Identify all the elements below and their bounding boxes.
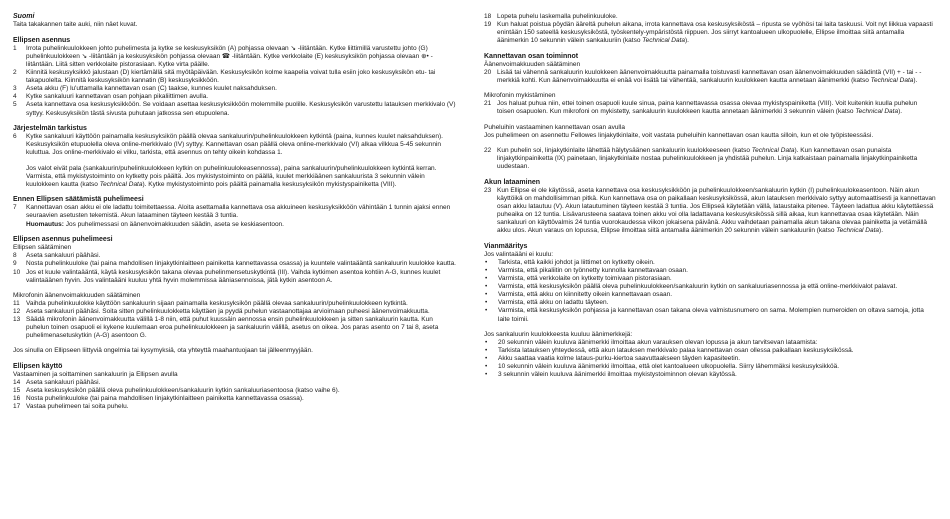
list-item: 21 Jos haluat puhua niin, ettei toinen osapuoli kuule sinua, paina kannettavassa osassa olevaa mykistyspainiketta (VIII). Voit kuitenkin kuulla puhelun toisen osapuolen. Kun mikrofoni on mykistetty, sankaluurin kuulokkeen kautta annetaan äänimerkki 3 sekunnin välein (katso Technical Data). (484, 100, 918, 116)
section-heading-usage: Ellipsen käyttö (13, 362, 63, 370)
bullet-item: • Varmista, että akku on kiinnitetty oikein kannettavaan osaan. (485, 291, 673, 299)
bullet-item: • 10 sekunnin välein kuuluva äänimerkki ilmoittaa, että olet kantoalueen ulkopuolella. Siirry lähemmäksi keskusyksikköä. (485, 362, 840, 370)
list-item: 8 Aseta sankaluuri päähäsi. (13, 252, 101, 260)
item-number: 4 (13, 93, 17, 101)
item-number: 3 (13, 85, 17, 93)
item-text: Irrota puhelinkuulokkeen johto puhelimesta ja kytke se keskusyksikön (A) pohjassa olevaan ↘ -liitäntään. Kytke liittimillä varustettu johto (G) puhelinkuulokkeen ↘ -liitäntään ja keskusyksikön pohjassa olevaan ☎ -liitäntään. Kytke verkkolaite (E) keskusyksikön pohjassa olevaan ⊕• -liitäntään. Liitä sitten verkkolaite pistorasiaan. Kytke virta päälle. (26, 44, 433, 68)
item-text: Kiinnitä keskusyksikkö jalustaan (D) kiertämällä sitä myötäpäivään. Keskusyksikön kolme kaapelia voivat tulla esiin joko keskusyksikön etu- tai takapuolelta. Kiinnitä keskusyksikön kannatin (B) keskusyksikköön. (26, 69, 436, 85)
left-column (13, 13, 457, 411)
section-heading-handset-functions: Kannettavan osan toiminnot (484, 52, 579, 60)
list-item: 13 Säädä mikrofonin äänenvoimakkuutta välillä 1-8 niin, että puhut kuussäin aennossa ensin puhelinkuulokkeen ja sitten sankaluurin kautta. Kun puhelun toinen osapuoli ei kykene kuulemaan eroa puhelinkuulokkeen ja sankaluurin välillä, asetus on oikea. Jos paras asento on 7 tai 8, aseta puhelimenasetuskytkin (A-G) asentoon G. (13, 316, 439, 340)
intro-text: Taita takakannen taite auki, niin näet kuvat. (13, 21, 138, 29)
list-item: 23 Kun Ellipse ei ole käytössä, aseta kannettava osa keskusyksikköön ja puhelinkuulokkeen/sankaluurin kytkin (I) puhelinkuulokeasentoon. Näin akun käyttöikä on mahdollisimman pitkä. Kun kannettava osa on paikallaan keskusyksikössä, akun latauksen merkkivalo syttyy automaattisesti ja kannettavan osan akku latautuu (V). Akun latautuminen täyteen kestää 3 tuntia. Jos Ellipseä käytetään vällä, lataustaika pitenee. Täyteen ladattua akku käytettäessä puheaika on 12 tuntia. Lisävarusteena saatava toinen akku voi olla ladattavana keskusyksikössä sillä aikaa, kun kannettavaa osaa käytetään. Näin sankaluuri on käyttövalmis 24 tuntia vuorokaudessa viikon jokaisena päivänä. Akku vaihdetaan painamalla akun takana olevaa painiketta ja vetämällä akku ulos. Akun varaus on lopussa, Ellipse ilmoittaa siitä antamalla äänimerkin 20 sekunnin välein sankaluuriin (katso Technical Data). (484, 186, 936, 235)
list-item: 14 Aseta sankaluuri päähäsi. (13, 379, 101, 387)
list-item: 9 Nosta puhelinkuuloke (tai paina mahdollisen linjakytkinlaitteen painiketta kannettavassa osassa) ja kuuntele valintaääntä sankaluurin kuulokke kautta. (13, 260, 456, 268)
list-item: 10 Jos et kuule valintaääntä, käytä keskusyksikön takana olevaa puhelinmensetuskytkintä (III). Vaihda kytkimen asentoa kohtiin A-G, kunnes kuulet valintaäänen hyvin. Jos valintaääni kuuluu yhtä hyvin molemmissa ääniasennoissa, jätä kytkin asentoon A. (13, 268, 441, 284)
bullet-item: • Tarkista latauksen yhteydessä, että akun latauksen merkkivalo palaa kannettavan osan ollessa paikallaan keskusyksikössä. (485, 346, 854, 354)
bullet-item: • Varmista, että keskusyksikön päällä oleva puhelinkuulokkeen/sankaluurin kytkin on sankaluuriasennossa ja että online-merkkivalot palavat. (485, 283, 898, 291)
bullet-item: • 20 sekunnin välein kuuluva äänimerkki ilmoittaa akun varauksen olevan lopussa ja akun tarvitsevan lataamista: (485, 338, 818, 346)
item-text: Aseta akku (F) lu'uttamalla kannettavan osan (C) taakse, kunnes kuulet naksahduksen. (26, 85, 277, 93)
item-text: Kannettavan osan akku ei ole ladattu toimitettaessa. Aloita asettamalla kannettava osa akkuineen keskusyksikköön vähintään 1 tunnin ajaksi ennen seuraavien asetusten tekemistä. Akun lataaminen täyteen kestää 3 tuntia. Huomautus: Jos puhelimessasi on äänenvoimakkuuden säädin, aseta se keskiasentoon. (26, 204, 451, 228)
right-column (484, 13, 936, 379)
section-heading-system-check: Järjestelmän tarkistus (13, 125, 87, 133)
item-number: 2 (13, 69, 17, 77)
list-item (13, 85, 457, 93)
subheading: Äänenvoimakkuuden säätäminen (484, 60, 581, 68)
item-number: 6 (13, 133, 17, 141)
list-item (13, 69, 457, 85)
subheading: Jos valintaääni ei kuulu: (484, 250, 554, 258)
subheading: Mikrofonin mykistäminen (484, 92, 556, 100)
list-item (13, 204, 457, 228)
section-heading-troubleshooting: Vianmääritys (484, 242, 528, 250)
subheading: Jos sankaluurin kuulokkeesta kuuluu äänimerkkejä: (484, 330, 633, 338)
bullet-item: • Tarkista, että kaikki johdot ja liittimet on kytketty oikein. (485, 258, 655, 266)
item-text: Kytke sankaluuri käyttöön painamalla keskusyksikön päällä olevaa sankaluurin/puhelinkuulokkeen kytkintä (paina, kunnes kuulet naksahduksen). Keskusyksikön etupuolella oleva online-merkkivalo (IV) syttyy. Kannettavan osan päällä oleva online-merkkivalo (VI) alkaa vilkkua 5-45 sekunnin kuluttua. Jos online-merkkivalo ei vilku, tarkista, että asennus on tehty oikein kohdassa 1. (26, 133, 443, 157)
bullet-item: • Varmista, että pikaliitin on työnnetty kunnolla kannettavaan osaan. (485, 266, 688, 274)
list-item: 17 Vastaa puhelimeen tai soita puhelu. (13, 403, 129, 411)
list-item: 15 Aseta keskusyksikön päällä oleva puhelinkuulokkeen/sankaluurin kytkin sankaluuriasentoosa (katso vaihe 6). (13, 387, 340, 395)
list-item: 22 Kun puhelin soi, linjakytkinlaite lähettää hälytysäänen sankaluurin kuulokkeeseen (katso Technical Data). Kun kannettavan osan punaista linjakytkinpainiketta (IX) painetaan, linjakytkinlaite nostaa puhelinkuulokkeen ja yhdistää puhelun. Linja katkaistaan painamalla linjakytkinpainiketta uudestaan. (484, 146, 918, 170)
subheading: Vastaaminen ja soittaminen sankaluurin ja Ellipsen avulla (13, 370, 178, 378)
subheading: Mikrofonin äänenvoimakkuuden säätäminen (13, 291, 141, 299)
list-item (13, 133, 457, 157)
paragraph: Jos sinulla on Ellipseen liittyviä ongelmia tai kysymyksiä, ota yhteyttä maahantuojaan tai jälleenmyyjään. (13, 347, 313, 355)
list-item: 16 Nosta puhelinkuuloke (tai paina mahdollisen linjakytkinlaitteen painiketta kannettavassa osassa). (13, 395, 304, 403)
paragraph: Jos puhelimeen on asennettu Fellowes linjakytkinlaite, voit vastata puheluihin kannettavan osan kautta silloin, kun et ole työpisteessäsi. (484, 131, 874, 139)
section-heading-installation: Ellipsen asennus (13, 36, 71, 44)
item-text: Kytke sankaluuri kannettavan osan pohjaan pikaliittimen avulla. (26, 93, 209, 101)
subheading: Puheluihin vastaaminen kannettavan osan avulla (484, 123, 625, 131)
bullet-item: • Varmista, että verkkolaite on kytketty toimivaan pistorasiaan. (485, 275, 672, 283)
list-item (13, 45, 457, 69)
bullet-item: • 3 sekunnin välein kuuluva äänimerkki ilmoittaa mykistystoiminnon olevan käytössä. (485, 371, 737, 379)
list-item: 12 Aseta sankaluuri päähäsi. Soita sitten puhelinkuulokketta käyttäen ja pyydä puhelun vastaanottajaa arvioimaan puheesi äänenvoimakkuutta. (13, 307, 430, 315)
bullet-item: • Varmista, että akku on ladattu täyteen. (485, 299, 609, 307)
paragraph: Jos valot eivät pala (sankaluurin/puhelinkuulokkeen kytkin on puhelinkuulokeasennossa), paina sankaluurin/puhelinkuulokkeen kytkintä kerran. (26, 164, 437, 172)
list-item: 11 Vaihda puhelinkuulokke käyttöön sankaluurin sijaan painamalla keskusyksikön päällä olevaa sankaluurin/puhelinkuulokkeen kytkintä. (13, 299, 408, 307)
bullet-item: • Varmista, että keskusyksikön pohjassa ja kannettavan osan takana oleva valmistusnumero on sama. Molempien numeroiden on oltava samoja, jotta laite toimii. (485, 307, 924, 323)
item-text: Aseta kannettava osa keskusyksikköön. Se voidaan asettaa keskusyksikköön molemmille puolille. Keskusyksikön varustettu latauksen merkkivalo (V) syttyy. Keskusyksikön tästä sivusta puhutaan jatkossa sen etupuolena. (26, 101, 456, 117)
item-number: 7 (13, 204, 17, 212)
language-heading: Suomi (13, 13, 35, 20)
list-item (13, 93, 457, 101)
list-item: 19 Kun haluat poistua pöydän ääreltä puhelun aikana, irrota kannettava osa keskusyksiköstä – ripusta se vyöhösi tai laita taskuusi. Voit nyt liikkua vapaasti enintään 150 sateellä keskusyksiköstä, työskentely-ympäristöstä riippuen. Jos siirryt kantoalueen ulkopuolelle, Ellipse ilmoittaa siitä antamalla äänimerkin 10 sekunnin välein sankaluuriin (katso Technical Data). (484, 21, 933, 45)
list-item: 18 Lopeta puhelu laskemalla puhelinkuuloke. (484, 13, 618, 20)
list-item: 20 Lisää tai vähennä sankaluurin kuulokkeen äänenvoimakkuutta painamalla toistuvasti kannettavan osan äänenvoimakkuuden säädintä (VII) + - tai - - merkkiä kohti. Kun äänenvoimakkuutta ei enää voi lisätä tai vähentää, sankaluurin kuulokkeen kautta annetaan äänimerkki (katso Technical Data). (484, 69, 922, 85)
section-heading-phone-install: Ellipsen asennus puhelimeesi (13, 236, 113, 244)
subheading: Ellipsen säätäminen (13, 244, 72, 252)
list-item (13, 101, 457, 117)
paragraph: Varmista, että mykistystoiminto on kytketty pois päältä. Jos mykistystoiminto on päällä, kuulet merkkiäänen sankaluurista 3 sekunnin välein kuulokkeen kautta (katso Technical Data). Kytke mykistystoiminto pois päältä painamalla keskusyksikön mykistyspainiketta (VIII). (26, 172, 425, 188)
section-heading-charging: Akun lataaminen (484, 178, 541, 186)
item-number: 1 (13, 44, 17, 52)
bullet-item: • Akku saattaa vaatia kolme lataus-purku-kiertoa saavuttaakseen täyden kapasiteetin. (485, 354, 741, 362)
item-number: 5 (13, 101, 17, 109)
section-heading-before-adjust: Ennen Ellipsen säätämistä puhelimeesi (13, 196, 144, 204)
